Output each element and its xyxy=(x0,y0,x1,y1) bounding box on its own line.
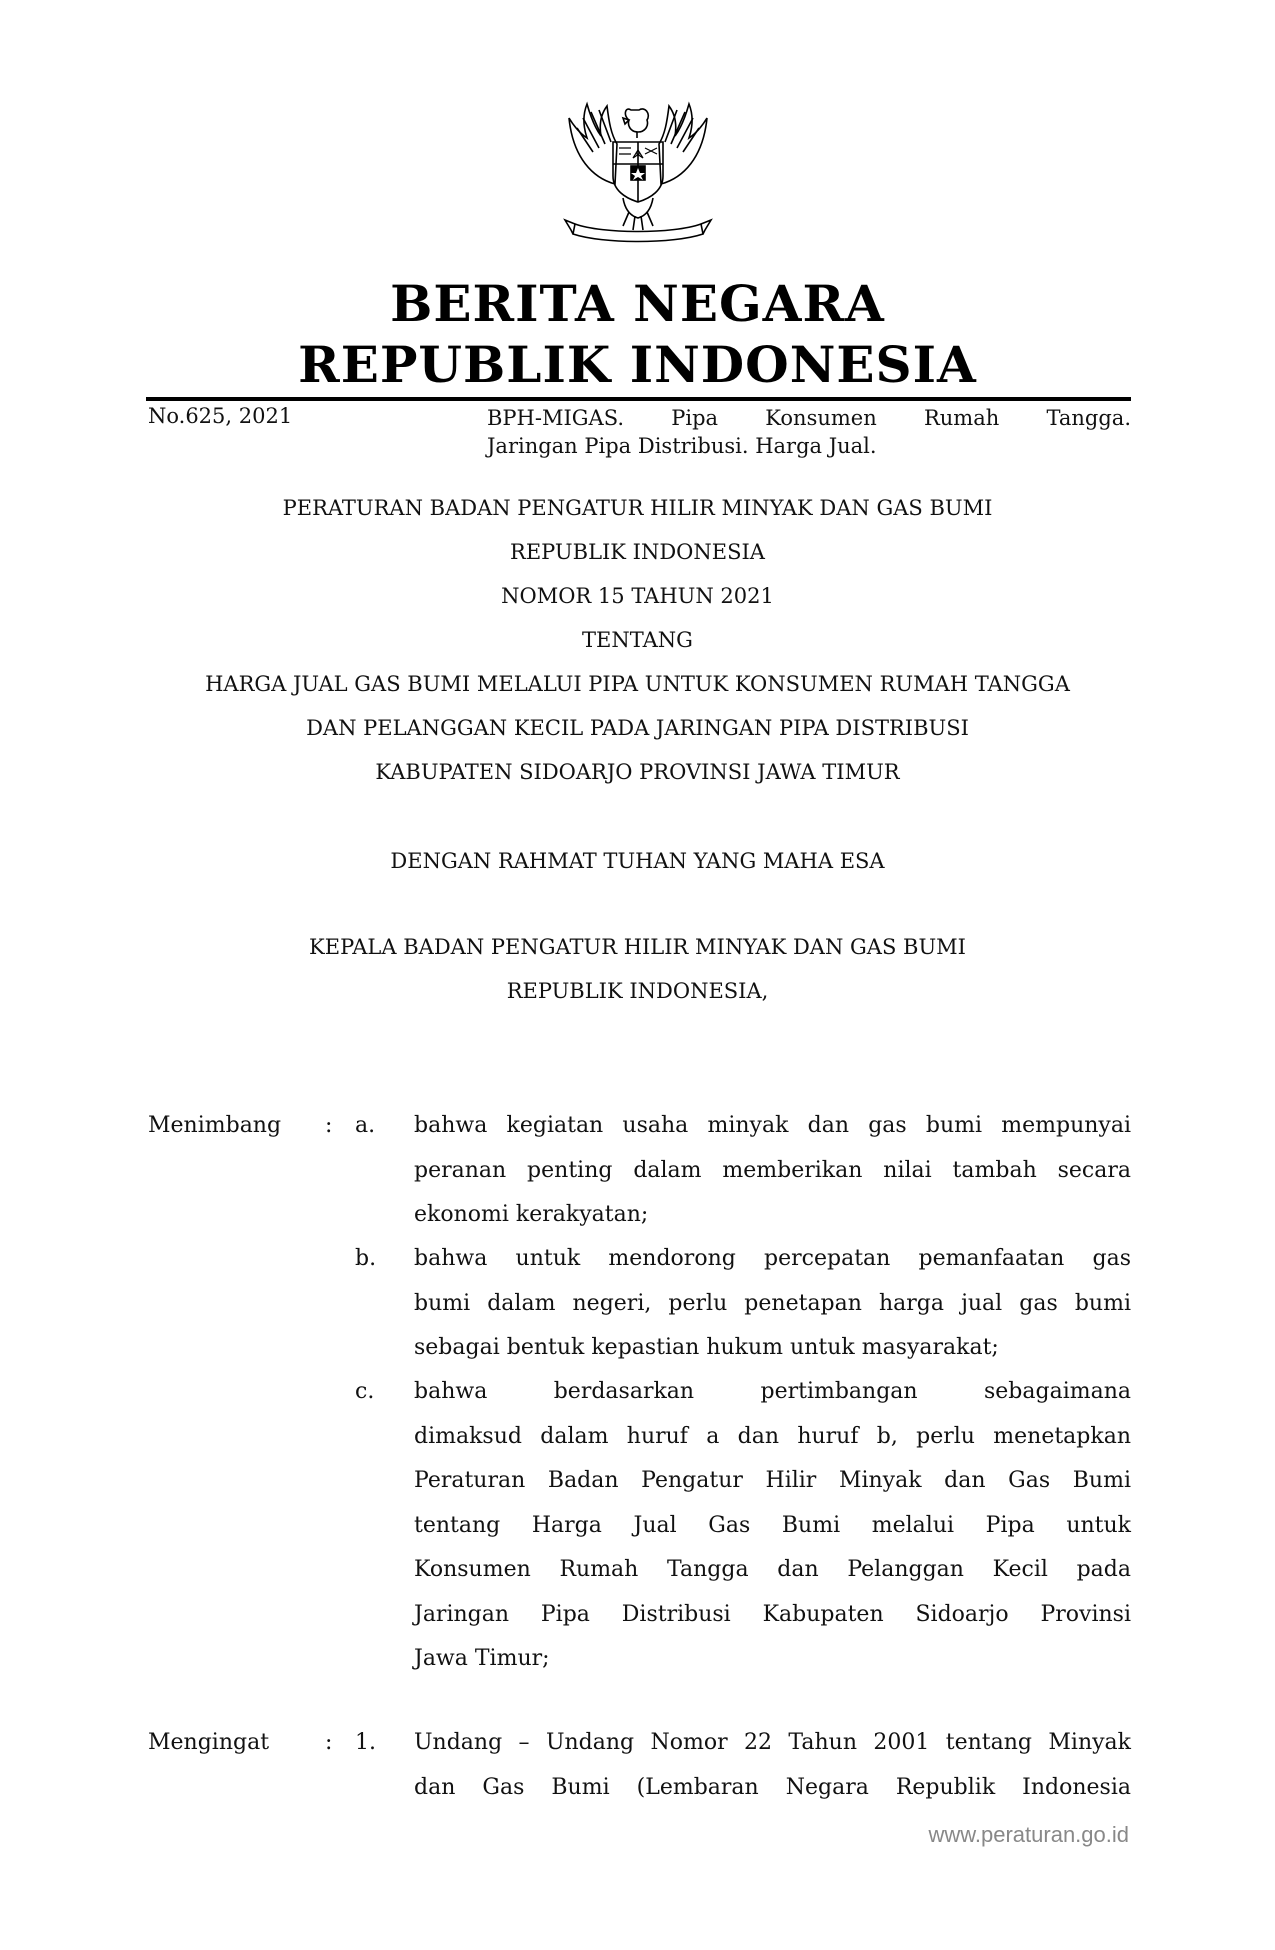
gazette-topic xyxy=(487,404,1131,460)
regulation-title-line: HARGA JUAL GAS BUMI MELALUI PIPA UNTUK KONSUMEN RUMAH TANGGA xyxy=(205,672,1070,696)
menimbang-label: Menimbang xyxy=(148,1113,282,1138)
paragraph-line: peranan penting dalam memberikan nilai tambah secara xyxy=(414,1157,1131,1183)
paragraph-line: bahwa untuk mendorong percepatan pemanfaatan gas xyxy=(414,1246,1131,1271)
paragraph-line: Konsumen Rumah Tangga dan Pelanggan Kecil pada xyxy=(414,1557,1131,1582)
gazette-number: No.625, 2021 xyxy=(148,404,293,428)
gazette-topic-line2: Jaringan Pipa Distribusi. Harga Jual. xyxy=(487,434,877,458)
masthead-title-line1: BERITA NEGARA xyxy=(390,274,885,333)
header-divider xyxy=(146,397,1131,401)
paragraph-line: bumi dalam negeri, perlu penetapan harga jual gas bumi xyxy=(414,1290,1131,1316)
footer-website-link[interactable]: www.peraturan.go.id xyxy=(928,1822,1129,1847)
paragraph-line: Peraturan Badan Pengatur Hilir Minyak dan Gas Bumi xyxy=(414,1468,1131,1493)
paragraph-line: Jaringan Pipa Distribusi Kabupaten Sidoarjo Provinsi xyxy=(414,1601,1131,1627)
regulation-title-line: PERATURAN BADAN PENGATUR HILIR MINYAK DAN GAS BUMI xyxy=(282,496,993,520)
regulation-title-line: REPUBLIK INDONESIA xyxy=(510,540,765,564)
paragraph-line: Undang – Undang Nomor 22 Tahun 2001 tentang Minyak xyxy=(414,1730,1131,1755)
paragraph-line: tentang Harga Jual Gas Bumi melalui Pipa untuk xyxy=(414,1512,1131,1538)
menimbang-item-a xyxy=(414,1104,1131,1238)
paragraph-line: bahwa kegiatan usaha minyak dan gas bumi mempunyai xyxy=(414,1113,1131,1138)
regulation-title-line: NOMOR 15 TAHUN 2021 xyxy=(501,584,774,608)
regulation-title-line: KABUPATEN SIDOARJO PROVINSI JAWA TIMUR xyxy=(375,760,900,784)
item-marker: b. xyxy=(355,1246,377,1271)
item-marker: c. xyxy=(355,1379,375,1404)
mengingat-colon: : xyxy=(325,1730,333,1755)
regulation-title-line: DAN PELANGGAN KECIL PADA JARINGAN PIPA DISTRIBUSI xyxy=(306,716,969,740)
paragraph-line: Jawa Timur; xyxy=(414,1646,550,1671)
paragraph-line: bahwa berdasarkan pertimbangan sebagaimana xyxy=(414,1379,1131,1404)
issuer-line: REPUBLIK INDONESIA, xyxy=(506,979,769,1003)
paragraph-line: sebagai bentuk kepastian hukum untuk masyarakat; xyxy=(414,1335,999,1360)
mengingat-item-1 xyxy=(414,1721,1131,1810)
gazette-topic-line1: BPH-MIGAS. Pipa Konsumen Rumah Tangga. xyxy=(487,406,1131,430)
regulation-title-line: TENTANG xyxy=(582,628,693,652)
issuer-line: KEPALA BADAN PENGATUR HILIR MINYAK DAN GAS BUMI xyxy=(309,935,966,959)
issuer-block xyxy=(0,925,1275,1013)
garuda-emblem xyxy=(553,98,723,246)
paragraph-line: dan Gas Bumi (Lembaran Negara Republik Indonesia xyxy=(414,1774,1131,1800)
mengingat-label: Mengingat xyxy=(148,1730,270,1755)
menimbang-item-c xyxy=(414,1370,1131,1682)
regulation-title xyxy=(0,486,1275,794)
paragraph-line: ekonomi kerakyatan; xyxy=(414,1202,649,1227)
masthead-title-line2: REPUBLIK INDONESIA xyxy=(298,335,977,394)
menimbang-colon: : xyxy=(325,1113,333,1138)
item-marker: a. xyxy=(355,1113,376,1138)
item-marker: 1. xyxy=(355,1730,376,1755)
blessing-line: DENGAN RAHMAT TUHAN YANG MAHA ESA xyxy=(390,849,885,873)
paragraph-line: dimaksud dalam huruf a dan huruf b, perlu menetapkan xyxy=(414,1423,1131,1449)
menimbang-item-b xyxy=(414,1237,1131,1371)
